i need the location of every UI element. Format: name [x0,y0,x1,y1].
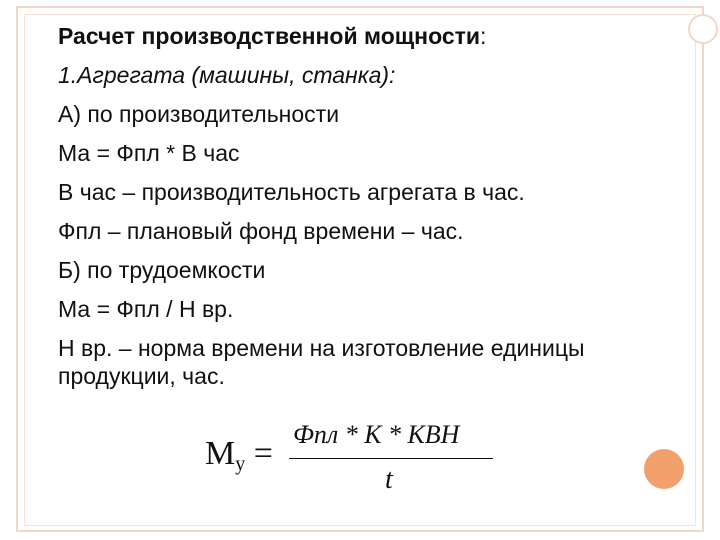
slide-title-text: Расчет производственной мощности [58,23,481,49]
definition-hourly-output: В час – производительность агрегата в час. [58,179,525,205]
section-aggregate: 1.Агрегата (машины, станка): [58,62,396,88]
slide-title [58,22,678,50]
formula-equals: = [245,435,273,472]
formula-lhs-subscript: у [235,453,246,475]
capacity-formula [205,420,505,500]
subsection-productivity: А) по производительности [58,101,340,127]
definition-planned-time: Фпл – плановый фонд времени – час. [58,218,464,244]
definition-time-norm: Н вр. – норма времени на изготовление единицы продукции, час. [58,335,585,389]
formula-productivity: Ма = Фпл * В час [58,140,240,166]
formula-numerator: Фпл * К * КВН [293,420,460,449]
slide-title-colon: : [480,23,487,49]
formula-labor-intensity: Ма = Фпл / Н вр. [58,296,234,322]
slide-content [58,22,678,390]
formula-fraction-bar [289,458,493,459]
decorative-circle-bottom [641,446,687,492]
subsection-labor-intensity: Б) по трудоемкости [58,257,266,283]
formula-lhs-symbol: М [205,435,236,472]
decorative-circle-top [688,14,718,44]
formula-denominator: t [385,464,393,495]
formula-lhs [205,434,273,484]
